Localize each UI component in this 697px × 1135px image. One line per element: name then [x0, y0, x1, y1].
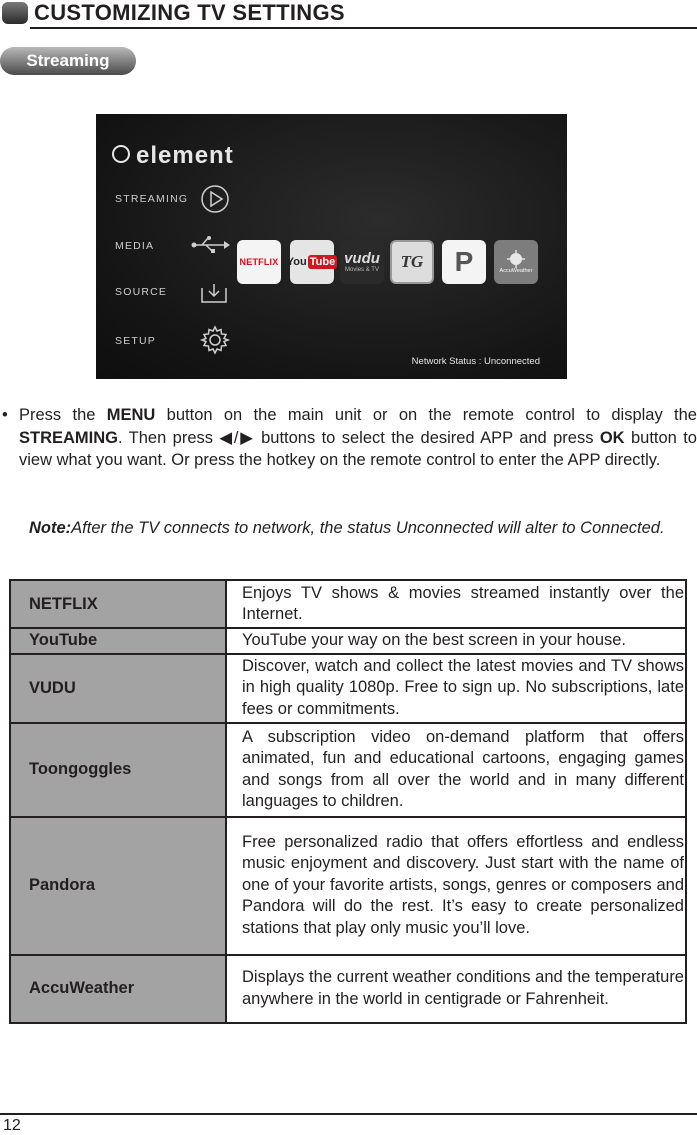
app-name-cell: Pandora [10, 817, 226, 955]
play-icon [200, 184, 230, 214]
app-name-cell: AccuWeather [10, 955, 226, 1023]
network-status: Network Status : Unconnected [411, 356, 540, 367]
netflix-tile-label: NETFLIX [239, 257, 279, 267]
accuweather-tile [494, 240, 538, 284]
tv-menu-setup: SETUP [115, 335, 157, 347]
left-right-arrows-icon: ◀/▶ [219, 428, 255, 447]
header-divider [30, 27, 697, 29]
source-input-icon [198, 282, 230, 304]
instruction-text-1: Press the [19, 406, 107, 424]
app-name-cell: Toongoggles [10, 723, 226, 817]
page-number: 12 [3, 1117, 21, 1134]
note-label: Note: [29, 519, 72, 537]
vudu-tile [340, 240, 384, 284]
pandora-tile [442, 240, 486, 284]
app-name-cell: VUDU [10, 654, 226, 723]
instruction-text-4: buttons to select the desired APP and press [254, 428, 600, 447]
tv-menu-media: MEDIA [115, 240, 155, 252]
menu-keyword: MENU [106, 406, 156, 424]
instruction-paragraph [2, 404, 697, 472]
tv-menu-streaming: STREAMING [115, 193, 189, 205]
element-logo [112, 142, 234, 170]
ok-keyword: OK [599, 428, 625, 447]
pandora-tile-label: P [454, 246, 474, 277]
toongoggles-tile-label: TG [400, 252, 424, 271]
table-row [10, 628, 686, 654]
footer-divider [0, 1113, 697, 1115]
header-bullet-icon [2, 2, 28, 24]
gear-icon [200, 325, 230, 355]
table-row [10, 580, 686, 628]
streaming-keyword: STREAMING [19, 428, 118, 447]
netflix-tile [237, 240, 281, 284]
note-text: After the TV connects to network, the status Unconnected will alter to Connected. [71, 519, 665, 537]
usb-icon [190, 235, 230, 255]
page-title: CUSTOMIZING TV SETTINGS [34, 0, 345, 25]
accuweather-tile-label: AccuWeather [499, 268, 533, 274]
instruction-text-5: button to view what you want. Or press the hotkey on the remote control to enter the APP directly. [19, 428, 697, 469]
app-desc-cell: Enjoys TV shows & movies streamed instantly over the Internet. [226, 580, 686, 628]
table-row [10, 723, 686, 817]
app-name-cell: NETFLIX [10, 580, 226, 628]
tv-menu-source: SOURCE [115, 286, 168, 298]
element-logo-icon [112, 145, 130, 163]
section-label: Streaming [0, 47, 136, 75]
app-desc-cell: Free personalized radio that offers effortless and endless music enjoyment and discovery. Just start with the name of one of your favorite artists, songs, genres or composers and Pandora will do the rest. It’s easy to create personalized stations that play only music you’ll love. [226, 817, 686, 955]
instruction-text-2: button on the main unit or on the remote control to display the [155, 406, 697, 424]
app-desc-cell: Discover, watch and collect the latest movies and TV shows in high quality 1080p. Free to sign up. No subscriptions, late fees or commitments. [226, 654, 686, 723]
app-desc-cell: Displays the current weather conditions and the temperature anywhere in the world in centigrade or Fahrenheit. [226, 955, 686, 1023]
sun-icon [507, 250, 525, 268]
youtube-tile-you: You [286, 256, 307, 268]
app-desc-cell: YouTube your way on the best screen in your house. [226, 628, 686, 654]
youtube-tile-tube: Tube [309, 256, 336, 268]
table-row [10, 955, 686, 1023]
apps-table [9, 579, 687, 1024]
app-desc-cell: A subscription video on-demand platform that offers animated, fun and educational cartoons, engaging games and songs from all over the world and in many different languages to children. [226, 723, 686, 817]
element-logo-text: element [136, 142, 234, 169]
note-paragraph [29, 517, 697, 540]
vudu-tile-subtitle: Movies & TV [345, 266, 379, 273]
app-name-cell: YouTube [10, 628, 226, 654]
table-row [10, 654, 686, 723]
instruction-text-3: . Then press [118, 428, 220, 447]
toongoggles-tile [390, 240, 434, 284]
vudu-tile-label: vudu [344, 249, 380, 267]
bullet-marker: • [2, 406, 8, 424]
youtube-tile [286, 240, 336, 284]
tv-screenshot [96, 114, 567, 379]
table-row [10, 817, 686, 955]
